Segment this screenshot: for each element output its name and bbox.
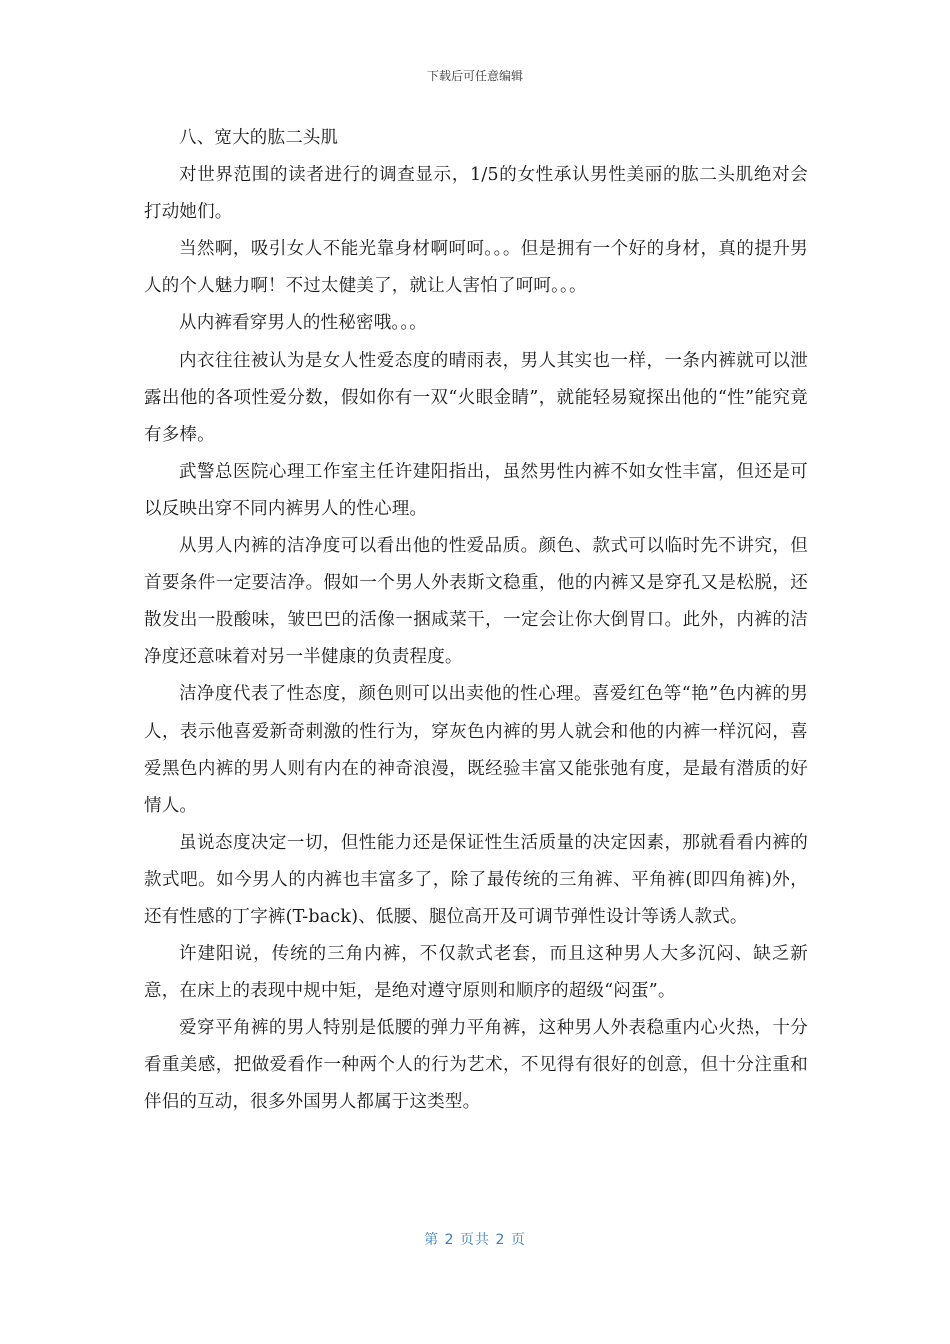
paragraph: 爱穿平角裤的男人特别是低腰的弹力平角裤，这种男人外表稳重内心火热，十分看重美感，把做爱看作一种两个人的行为艺术，不见得有很好的创意，但十分注重和伴侣的互动，很多外国男人都属于这类型。 — [144, 1018, 808, 1113]
footer-middle: 页共 — [460, 1232, 490, 1248]
document-body — [144, 120, 808, 1122]
paragraph: 从男人内裤的洁净度可以看出他的性爱品质。颜色、款式可以临时先不讲究，但首要条件一定要洁净。假如一个男人外表斯文稳重，他的内裤又是穿孔又是松脱，还散发出一股酸味，皱巴巴的活像一捆咸菜干，一定会让你大倒胃口。此外，内裤的洁净度还意味着对另一半健康的负责程度。 — [144, 536, 808, 668]
paragraph: 从内裤看穿男人的性秘密哦。。。 — [179, 313, 427, 334]
paragraph: 许建阳说，传统的三角内裤，不仅款式老套，而且这种男人大多沉闷、缺乏新意，在床上的表现中规中矩，是绝对遵守原则和顺序的超级“闷蛋”。 — [144, 944, 808, 1002]
paragraph: 内衣往往被认为是女人性爱态度的晴雨表，男人其实也一样，一条内裤就可以泄露出他的各项性爱分数，假如你有一双“火眼金睛”，就能轻易窥探出他的“性”能究竟有多棒。 — [144, 350, 808, 445]
section-heading: 八、宽大的肱二头肌 — [179, 128, 339, 148]
paragraph: 对世界范围的读者进行的调查显示，1/5的女性承认男性美丽的肱二头肌绝对会打动她们。 — [144, 165, 808, 223]
paragraph: 武警总医院心理工作室主任许建阳指出，虽然男性内裤不如女性丰富，但还是可以反映出穿不同内裤男人的性心理。 — [144, 461, 808, 519]
footer-prefix: 第 — [424, 1232, 440, 1248]
paragraph: 当然啊，吸引女人不能光靠身材啊呵呵。。。但是拥有一个好的身材，真的提升男人的个人魅力啊！不过太健美了，就让人害怕了呵呵。。。 — [144, 239, 808, 297]
paragraph: 洁净度代表了性态度，颜色则可以出卖他的性心理。喜爱红色等“艳”色内裤的男人，表示他喜爱新奇刺激的性行为，穿灰色内裤的男人就会和他的内裤一样沉闷，喜爱黑色内裤的男人则有内在的神奇浪漫，既经验丰富又能张弛有度，是最有潜质的好情人。 — [144, 684, 808, 816]
page-header: 下载后可任意编辑 — [426, 69, 523, 83]
current-page-number: 2 — [444, 1232, 455, 1248]
footer-suffix: 页 — [510, 1232, 526, 1248]
total-page-count: 2 — [495, 1232, 506, 1248]
page-number-footer — [0, 1229, 950, 1249]
paragraph: 虽说态度决定一切，但性能力还是保证性生活质量的决定因素，那就看看内裤的款式吧。如今男人的内裤也丰富多了，除了最传统的三角裤、平角裤(即四角裤)外，还有性感的丁字裤(T-back)、低腰、腿位高开及可调节弹性设计等诱人款式。 — [144, 832, 808, 927]
